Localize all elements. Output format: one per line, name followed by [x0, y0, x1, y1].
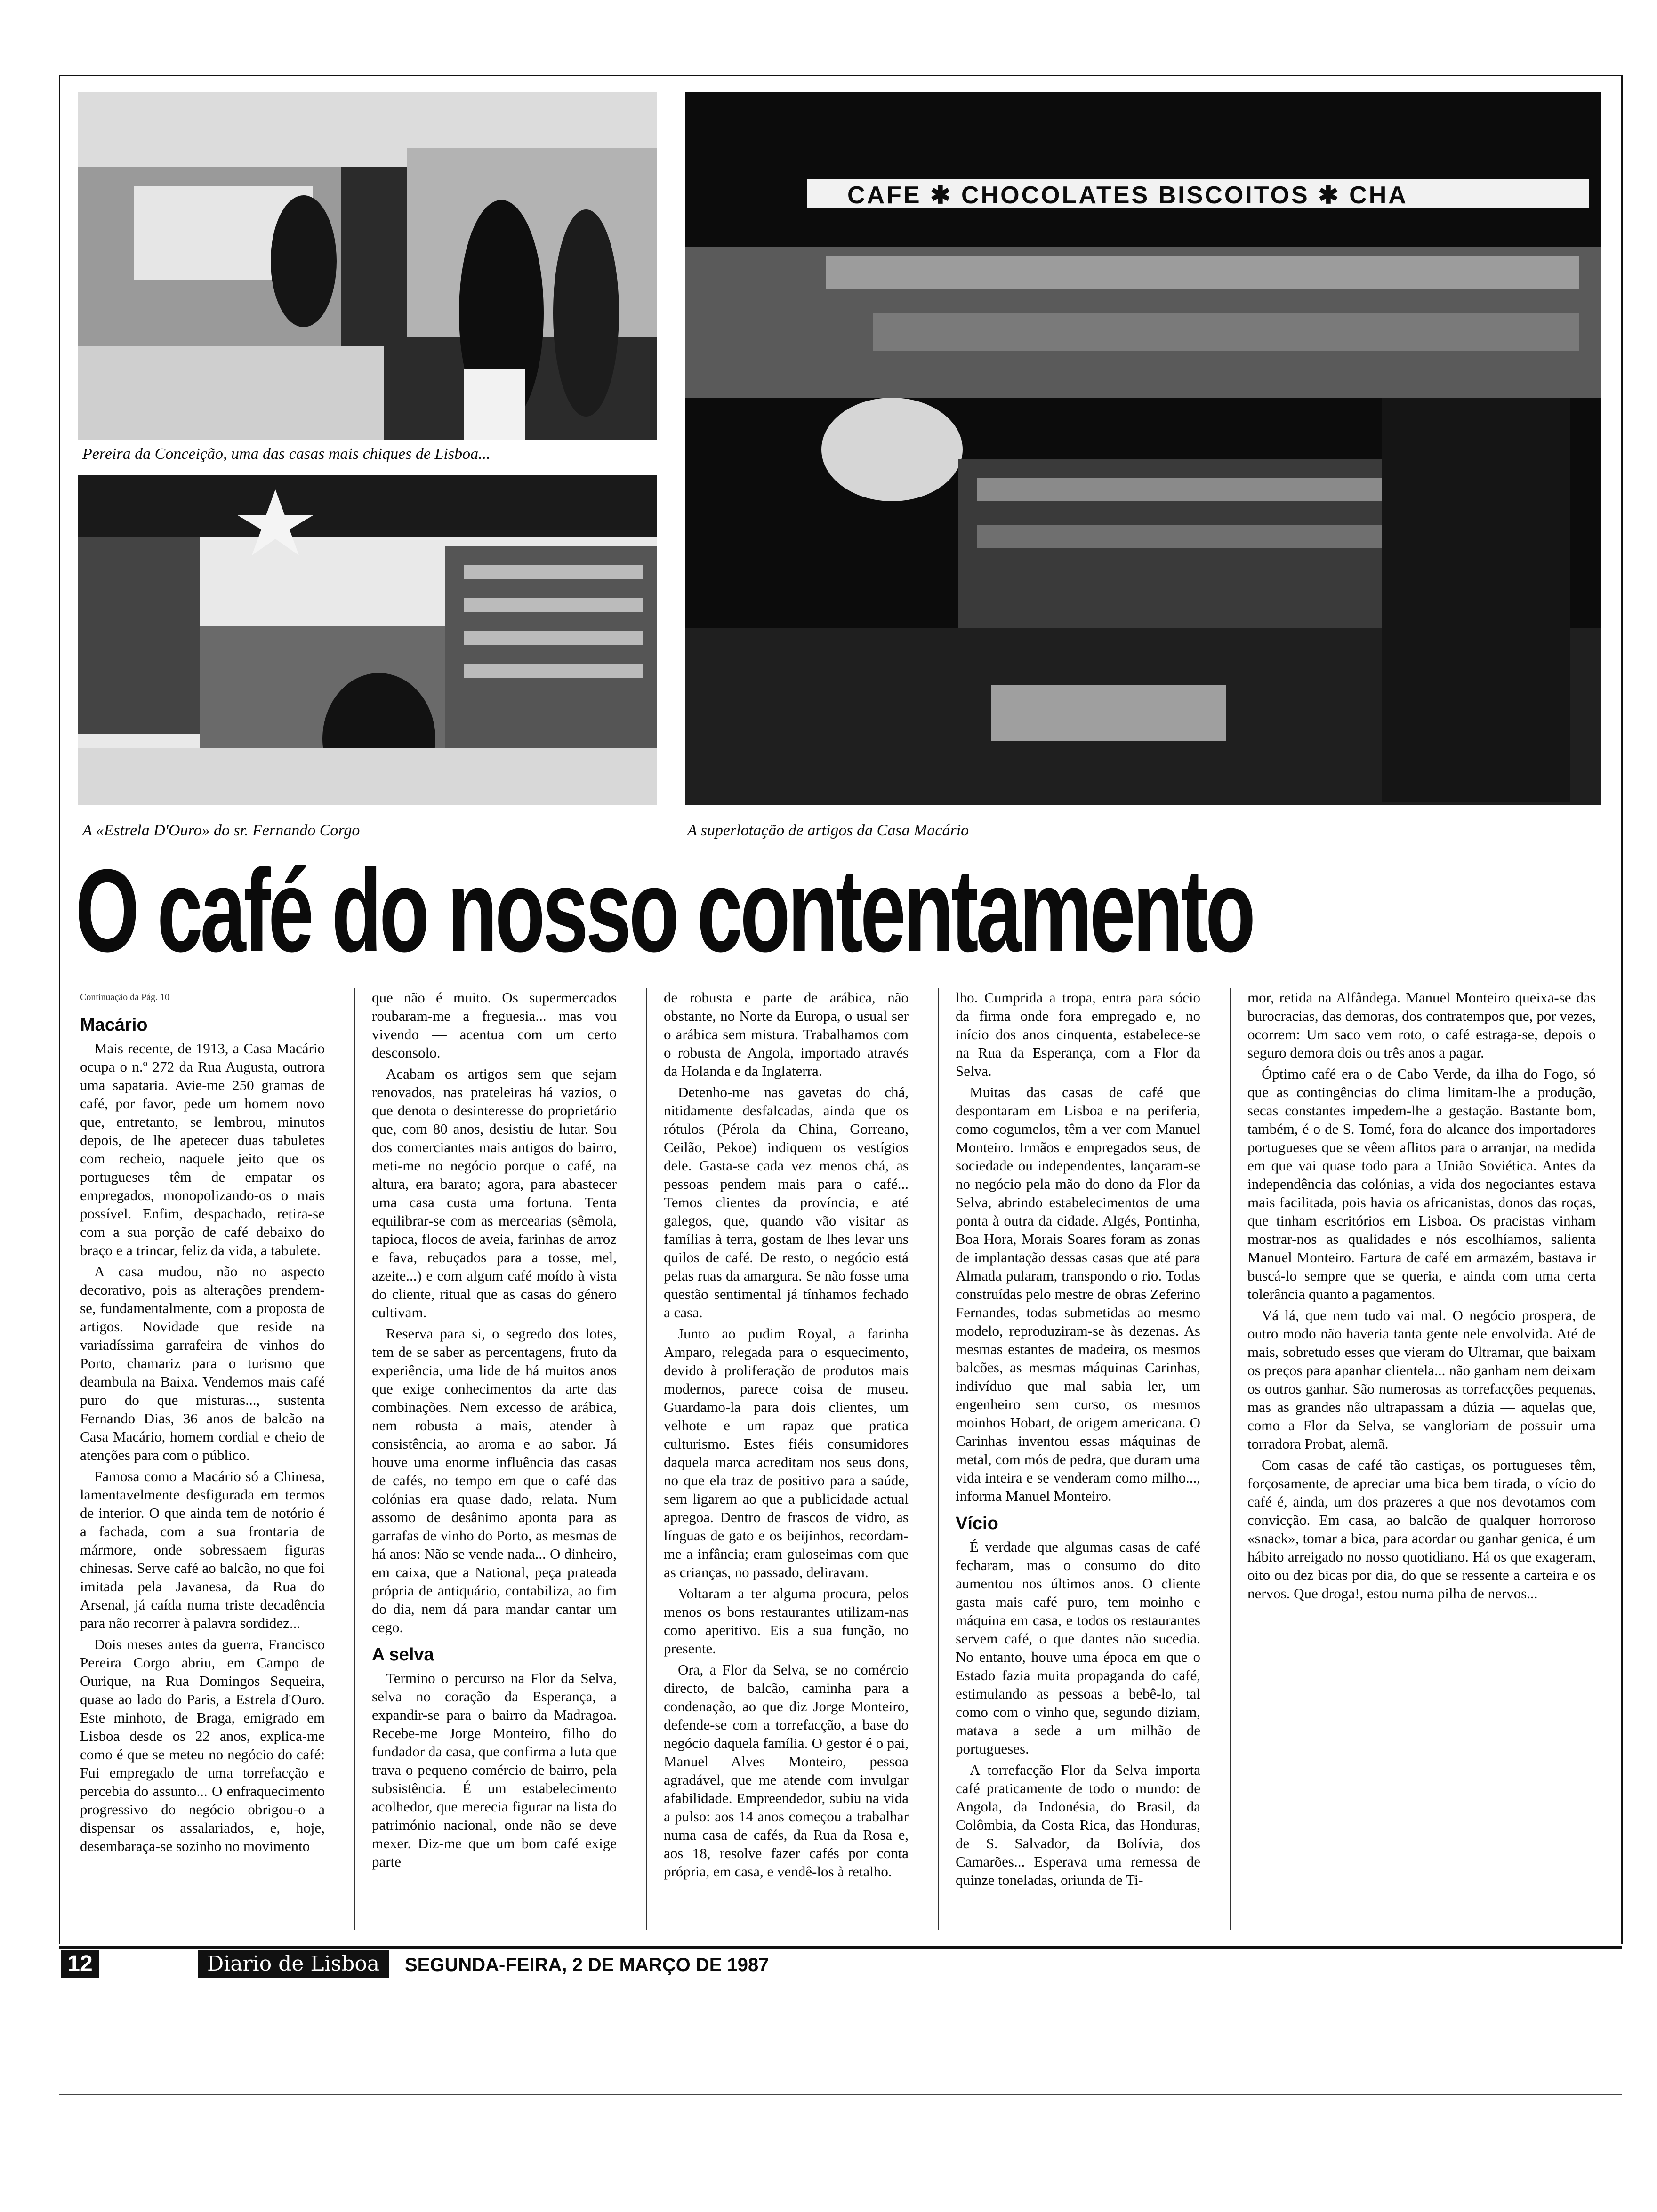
column-2	[372, 988, 617, 1953]
photo-estrela-douro	[78, 475, 657, 805]
column-4	[956, 988, 1200, 1953]
paragraph: Termino o percurso na Flor da Selva, selva no coração da Esperança, a expandir-se para o bairro da Madragoa. Recebe-me Jorge Monteiro, filho do fundador da casa, que confirma a luta que trava o pequeno comércio de bairro, pela subsistência. É um estabelecimento acolhedor, que merecia figurar na lista do património nacional, onde não se deve mexer. Diz-me que um bom café exige parte	[372, 1670, 617, 1870]
section-heading-macario: Macário	[80, 1015, 148, 1035]
paragraph: Famosa como a Macário só a Chinesa, lamentavelmente desfigurada em termos de interior. O que ainda tem de notório é a fachada, com a sua frontaria de mármore, onde sobressaem figuras chinesas. Serve café ao balcão, no que foi imitada pela Javanesa, da Rua do Arsenal, já caída numa triste decadência para não recorrer à palavra sordidez...	[80, 1468, 325, 1631]
masthead: Diario de Lisboa	[198, 1950, 389, 1978]
headline: O café do nosso contentamento	[75, 845, 1253, 976]
column-rule	[354, 988, 355, 1930]
paragraph: Reserva para si, o segredo dos lotes, tem de se saber as percentagens, fruto da experiência, uma lide de há muitos anos que exige conhecimentos da arte das combinações. Nem excesso de arábica, nem robusta a mais, atender à consistência, ao aroma e ao sabor. Já houve uma enorme influência das casas de cafés, no tempo em que o café das colónias era quase dado, relata. Num assomo de desânimo aponta para as garrafas de vinho do Porto, as mesmas de há anos: Não se vende nada... O dinheiro, em caixa, que a National, peça prateada própria de antiquário, contabiliza, ao fim do dia, nem dá para mandar cantar um cego.	[372, 1325, 617, 1635]
column-5	[1247, 988, 1596, 1953]
footer-rule	[59, 1946, 1622, 1949]
paragraph: Muitas das casas de café que despontaram em Lisboa e na periferia, como cogumelos, têm a ver com Manuel Monteiro. Irmãos e empregados seus, de sociedade ou independentes, lançaram-se no negócio pela mão do dono da Flor da Selva, abrindo estabelecimentos de uma ponta à outra da cidade. Algés, Pontinha, Boa Hora, Morais Soares foram as zonas de implantação dessas casas que até para Almada pularam, transpondo o rio. Todas construídas pelo mestre de obras Zeferino Fernandes, todas submetidas ao mesmo modelo, reproduziram-se às dezenas. As mesmas estantes de madeira, os mesmos balcões, as mesmas máquinas Carinhas, indivíduo que mal sabia ler, um engenheiro sem curso, os mesmos moinhos Hobart, de origem americana. O Carinhas inventou essas máquinas de metal, com mós de pedra, que duram uma vida inteira e se venderam como milho..., informa Manuel Monteiro.	[956, 1084, 1200, 1504]
shop-sign-text: CAFE ✱ CHOCOLATES BISCOITOS ✱ CHA	[847, 182, 1408, 209]
paragraph: A torrefacção Flor da Selva importa café praticamente de todo o mundo: de Angola, da Indonésia, do Brasil, da Colômbia, da Costa Rica, das Honduras, de S. Salvador, da Bolívia, dos Camarões... Esperava uma remessa de quinze toneladas, oriunda de Ti-	[956, 1762, 1200, 1888]
paragraph: Junto ao pudim Royal, a farinha Amparo, relegada para o esquecimento, devido à proliferação de produtos mais modernos, parece coisa de museu. Guardamo-la para dois clientes, um velhote e um rapaz que pratica culturismo. Estes fiéis consumidores daquela marca acreditam nos seus dons, no que ela traz de positivo para a saúde, sem ligarem ao que a publicidade actual apregoa. Dentro de frascos de vidro, as línguas de gato e os beijinhos, recordam-me a infância; eram guloseimas com que as crianças, no passado, deliravam.	[664, 1325, 909, 1580]
paragraph: Com casas de café tão castiças, os portugueses têm, forçosamente, de apreciar uma bica bem tirada, o vício do café é, ainda, um dos prazeres a que nos devotamos com convicção. Em casa, ao balcão de qualquer horroroso «snack», tomar a bica, para acordar ou ganhar genica, é um hábito arreigado no nosso quotidiano. Há os que exageram, oito ou dez bicas por dia, do que se ressente a carteira e os nervos. Que droga!, estou numa pilha de nervos...	[1247, 1457, 1596, 1602]
dateline: SEGUNDA-FEIRA, 2 DE MARÇO DE 1987	[405, 1955, 769, 1975]
paragraph: Acabam os artigos sem que sejam renovados, nas prateleiras há vazios, o que denota o desinteresse do proprietário que, com 80 anos, desistiu de lutar. Sou dos comerciantes mais antigos do bairro, meti-me no negócio porque o café, na altura, era barato; agora, para abastecer uma casa custa uma fortuna. Tenta equilibrar-se com as mercearias (sêmola, tapioca, flocos de aveia, farinhas de arroz e fava, rebuçados para a tosse, mel, azeite...) e com algum café moído à vista do cliente, ritual que as casas do género cultivam.	[372, 1066, 617, 1321]
top-border	[59, 75, 1622, 76]
paragraph: Voltaram a ter alguma procura, pelos menos os bons restaurantes utilizam-nas como aperitivo. Eis a sua função, no presente.	[664, 1585, 909, 1657]
paragraph: mor, retida na Alfândega. Manuel Monteiro queixa-se das burocracias, das demoras, dos contratempos que, por vezes, ocorrem: Um saco vem roto, o café estraga-se, depois o seguro demora dois ou três anos a pagar.	[1247, 989, 1596, 1061]
left-border	[59, 75, 60, 1944]
column-3	[664, 988, 909, 1953]
photo-pereira-conceicao	[78, 92, 657, 440]
section-heading-vicio: Vício	[956, 1514, 998, 1533]
column-1	[80, 988, 325, 1953]
paragraph: Detenho-me nas gavetas do chá, nitidamente desfalcadas, ainda que os rótulos (Pérola da China, Gorreano, Ceilão, Pekoe) indiquem os vestígios dele. Gasta-se cada vez menos chá, as pessoas pendem mais para o café... Temos clientes da província, e até galegos, que, quando vão visitar as famílias à terra, gostam de lhes levar uns quilos de café. De resto, o negócio está pelas ruas da amargura. Se não fosse uma questão sentimental já tínhamos fechado a casa.	[664, 1084, 909, 1321]
page-number: 12	[61, 1950, 99, 1978]
column-rule	[938, 988, 939, 1930]
bottom-rule	[59, 2094, 1622, 2095]
paragraph: lho. Cumprida a tropa, entra para sócio da firma onde fora empregado e, no início dos anos cinquenta, estabelece-se na Rua da Esperança, com a Flor da Selva.	[956, 989, 1200, 1079]
paragraph: Ora, a Flor da Selva, se no comércio directo, de balcão, caminha para a condenação, ao que diz Jorge Monteiro, defende-se com a torrefacção, a base do negócio daquela família. O gestor é o pai, Manuel Alves Monteiro, pessoa agradável, que me atende com invulgar afabilidade. Empreendedor, subiu na vida a pulso: aos 14 anos começou a trabalhar numa casa de cafés, da Rua da Rosa e, aos 18, resolve fazer cafés por conta própria, em casa, e vendê-los à retalho.	[664, 1661, 909, 1880]
caption-photo-3: A superlotação de artigos da Casa Macário	[687, 822, 969, 839]
right-border	[1621, 75, 1623, 1944]
continuation-note: Continuação da Pág. 10	[80, 992, 169, 1002]
caption-photo-1: Pereira da Conceição, uma das casas mais chiques de Lisboa...	[82, 445, 491, 463]
caption-photo-2: A «Estrela D'Ouro» do sr. Fernando Corgo	[82, 822, 360, 839]
section-heading-selva: A selva	[372, 1645, 434, 1665]
paragraph: Óptimo café era o de Cabo Verde, da ilha do Fogo, só que as contingências do clima limitam-lhe a produção, secas constantes impedem-lhe a gestação. Bastante bom, também, é o de S. Tomé, fora do alcance dos importadores portugueses que se vêem aflitos para o arranjar, na medida em que vai quase todo para a União Soviética. Antes da independência das colónias, a vida dos negociantes estava mais facilitada, pois havia os africanistas, donos das roças, que tinham escritórios em Lisboa. Os pracistas vinham mostrar-nos as qualidades e nós escolhíamos, salienta Manuel Monteiro. Fartura de café em armazém, bastava ir buscá-lo sempre que se queria, e ainda com uma certa tolerância quanto a pagamentos.	[1247, 1066, 1596, 1302]
column-rule	[646, 988, 647, 1930]
paragraph: A casa mudou, não no aspecto decorativo, pois as alterações prendem-se, fundamentalmente, com a proposta de artigos. Novidade que reside na variadíssima garrafeira de vinhos do Porto, chamariz para o turismo que deambula na Baixa. Vendemos mais café puro do que misturas..., sustenta Fernando Dias, 36 anos de balcão na Casa Macário, homem cordial e cheio de atenções para com o público.	[80, 1263, 325, 1463]
paragraph: de robusta e parte de arábica, não obstante, no Norte da Europa, o usual ser o arábica sem mistura. Trabalhamos com o robusta de Angola, importado através da Holanda e da Inglaterra.	[664, 989, 909, 1079]
paragraph: Dois meses antes da guerra, Francisco Pereira Corgo abriu, em Campo de Ourique, na Rua Domingos Sequeira, quase ao lado do Paris, a Estrela d'Ouro. Este minhoto, de Braga, emigrado em Lisboa desde os 22 anos, explica-me como é que se meteu no negócio do café: Fui empregado de uma torrefacção e percebia do assunto... O enfraquecimento progressivo do negócio obrigou-o a dispensar os assalariados, e, hoje, desembaraça-se sozinho no movimento	[80, 1636, 325, 1854]
paragraph: É verdade que algumas casas de café fecharam, mas o consumo do dito aumentou nos últimos anos. O cliente gasta mais café puro, tem moinho e máquina em casa, e todos os restaurantes servem café, o que dantes não sucedia. No entanto, houve uma época em que o Estado fazia muita propaganda do café, estimulando as pessoas a bebê-lo, tal como com o vinho que, segundo diziam, matava a sede a um milhão de portugueses.	[956, 1539, 1200, 1757]
paragraph: que não é muito. Os supermercados roubaram-me a freguesia... mas vou vivendo — acentua com um certo desconsolo.	[372, 989, 617, 1061]
paragraph: Vá lá, que nem tudo vai mal. O negócio prospera, de outro modo não haveria tanta gente nele envolvida. Até de mais, sobretudo esses que vieram do Ultramar, que baixam os preços para apanhar clientela... não ganham nem deixam os outros ganhar. São numerosas as torrefacções pequenas, mas as grandes não ultrapassam a dúzia — aquelas que, como a Flor da Selva, se vangloriam de possuir uma torradora Probat, alemã.	[1247, 1307, 1596, 1452]
paragraph: Mais recente, de 1913, a Casa Macário ocupa o n.º 272 da Rua Augusta, outrora uma sapataria. Avie-me 250 gramas de café, por favor, pede um homem novo que, entretanto, se lembrou, minutos depois, de lhe apetecer duas tabuletes com recheio, naquele jeito que os portugueses têm de empatar os empregados, monopolizando-os o mais possível. Enfim, despachado, retira-se com a sua porção de café debaixo do braço e a trincar, feliz da vida, a tabulete.	[80, 1040, 325, 1258]
column-rule	[1230, 988, 1231, 1930]
